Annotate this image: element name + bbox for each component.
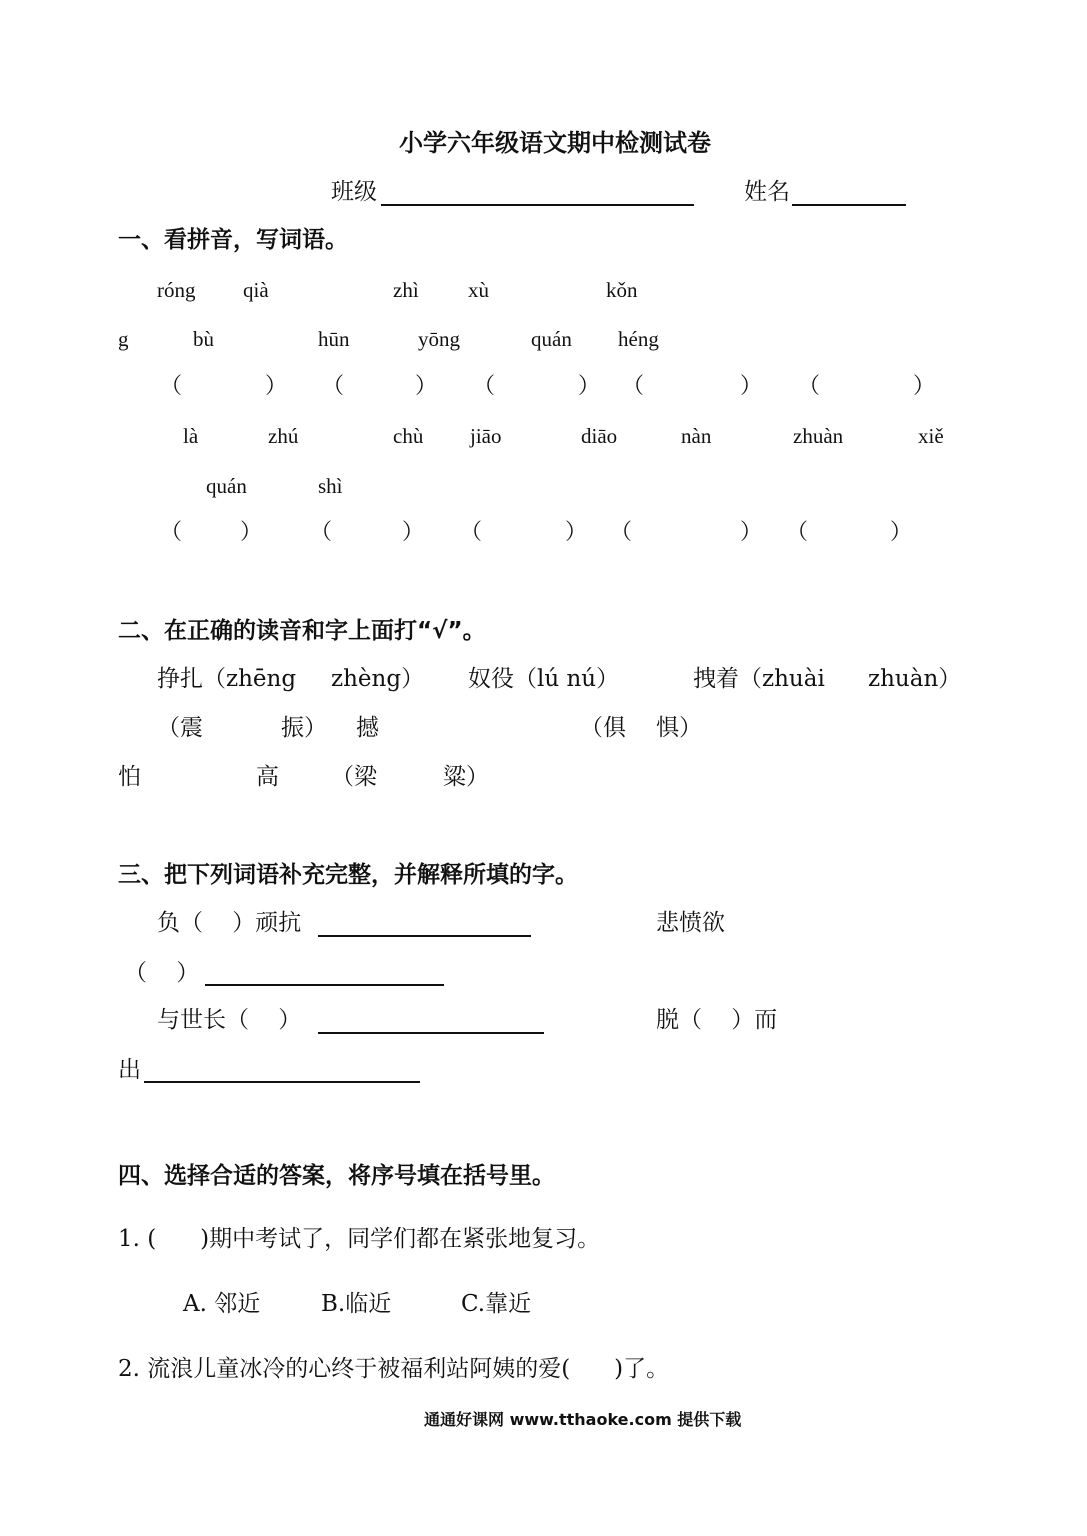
close-paren: ） — [740, 374, 763, 399]
section2-heading: 二、在正确的读音和字上面打“√”。 — [118, 618, 486, 644]
close-paren: ） — [415, 374, 438, 399]
answer-blank[interactable] — [318, 1032, 544, 1034]
name-blank[interactable] — [792, 204, 906, 206]
pinyin: diāo — [581, 424, 618, 448]
open-paren: （ — [798, 374, 821, 399]
idiom-item: 负（ ）顽抗 — [157, 910, 302, 936]
answer-blank[interactable] — [318, 935, 531, 937]
pinyin: jiāo — [470, 424, 502, 448]
pinyin: shì — [318, 474, 343, 498]
pinyin: nàn — [681, 424, 712, 448]
pinyin: chù — [393, 424, 424, 448]
pinyin: hūn — [318, 327, 350, 351]
option-text: 拽着（zhuài — [693, 666, 825, 692]
option-b: B.临近 — [321, 1291, 392, 1317]
open-paren: （ — [622, 374, 645, 399]
pinyin: kǒn — [606, 278, 638, 302]
pinyin: róng — [157, 278, 196, 302]
idiom-item: 悲愤欲 — [656, 910, 725, 936]
pinyin: xù — [468, 278, 489, 302]
idiom-item: 脱（ ）而 — [656, 1007, 778, 1033]
open-paren: （ — [322, 374, 345, 399]
close-paren: ） — [565, 520, 588, 545]
idiom-item: 出 — [118, 1057, 141, 1083]
name-label: 姓名 — [744, 179, 790, 205]
class-label: 班级 — [331, 179, 377, 205]
pinyin: bù — [193, 327, 214, 351]
pinyin: héng — [618, 327, 659, 351]
option-a: A. 邻近 — [183, 1291, 261, 1317]
class-blank[interactable] — [381, 204, 694, 206]
answer-blank[interactable] — [205, 984, 444, 986]
open-paren: （ — [160, 520, 183, 545]
option-c: C.靠近 — [461, 1291, 532, 1317]
section3-heading: 三、把下列词语补充完整，并解释所填的字。 — [118, 862, 578, 888]
option-text: 挣扎（zhēng — [157, 666, 297, 692]
option-text: 怕 — [118, 764, 141, 790]
close-paren: ） — [240, 520, 263, 545]
section1-heading: 一、看拼音，写词语。 — [118, 227, 348, 253]
close-paren: ） — [890, 520, 913, 545]
footer-credit: 通通好课网 www.tthaoke.com 提供下载 — [424, 1410, 742, 1429]
pinyin: xiě — [918, 424, 944, 448]
close-paren: ） — [402, 520, 425, 545]
option-text: 惧） — [656, 715, 702, 741]
option-text: 撼 — [356, 715, 379, 741]
pinyin: là — [183, 424, 199, 448]
pinyin: zhú — [268, 424, 299, 448]
option-text: zhuàn） — [868, 666, 962, 692]
close-paren: ） — [265, 374, 288, 399]
pinyin: g — [118, 327, 129, 351]
close-paren: ） — [578, 374, 601, 399]
question-2: 2. 流浪儿童冰冷的心终于被福利站阿姨的爱( )了。 — [118, 1356, 670, 1382]
pinyin: quán — [206, 474, 247, 498]
close-paren: ） — [913, 374, 936, 399]
idiom-item: （ ） — [124, 960, 200, 986]
option-text: 奴役（lú nú） — [468, 666, 620, 692]
option-text: （梁 — [331, 764, 377, 790]
open-paren: （ — [460, 520, 483, 545]
idiom-item: 与世长（ ） — [157, 1007, 302, 1033]
pinyin: quán — [531, 327, 572, 351]
pinyin: qià — [243, 278, 269, 302]
answer-blank[interactable] — [144, 1081, 420, 1083]
pinyin: yōng — [418, 327, 460, 351]
pinyin: zhuàn — [793, 424, 844, 448]
question-1: 1. ( )期中考试了，同学们都在紧张地复习。 — [118, 1226, 601, 1252]
open-paren: （ — [473, 374, 496, 399]
option-text: 振） — [281, 715, 327, 741]
open-paren: （ — [310, 520, 333, 545]
option-text: zhèng） — [331, 666, 425, 692]
open-paren: （ — [160, 374, 183, 399]
option-text: （震 — [157, 715, 203, 741]
pinyin: zhì — [393, 278, 419, 302]
page-title: 小学六年级语文期中检测试卷 — [399, 128, 711, 157]
option-text: （俱 — [580, 715, 626, 741]
section4-heading: 四、选择合适的答案，将序号填在括号里。 — [118, 1163, 555, 1189]
option-text: 高 — [256, 764, 279, 790]
close-paren: ） — [740, 520, 763, 545]
open-paren: （ — [786, 520, 809, 545]
option-text: 粱） — [443, 764, 489, 790]
open-paren: （ — [610, 520, 633, 545]
